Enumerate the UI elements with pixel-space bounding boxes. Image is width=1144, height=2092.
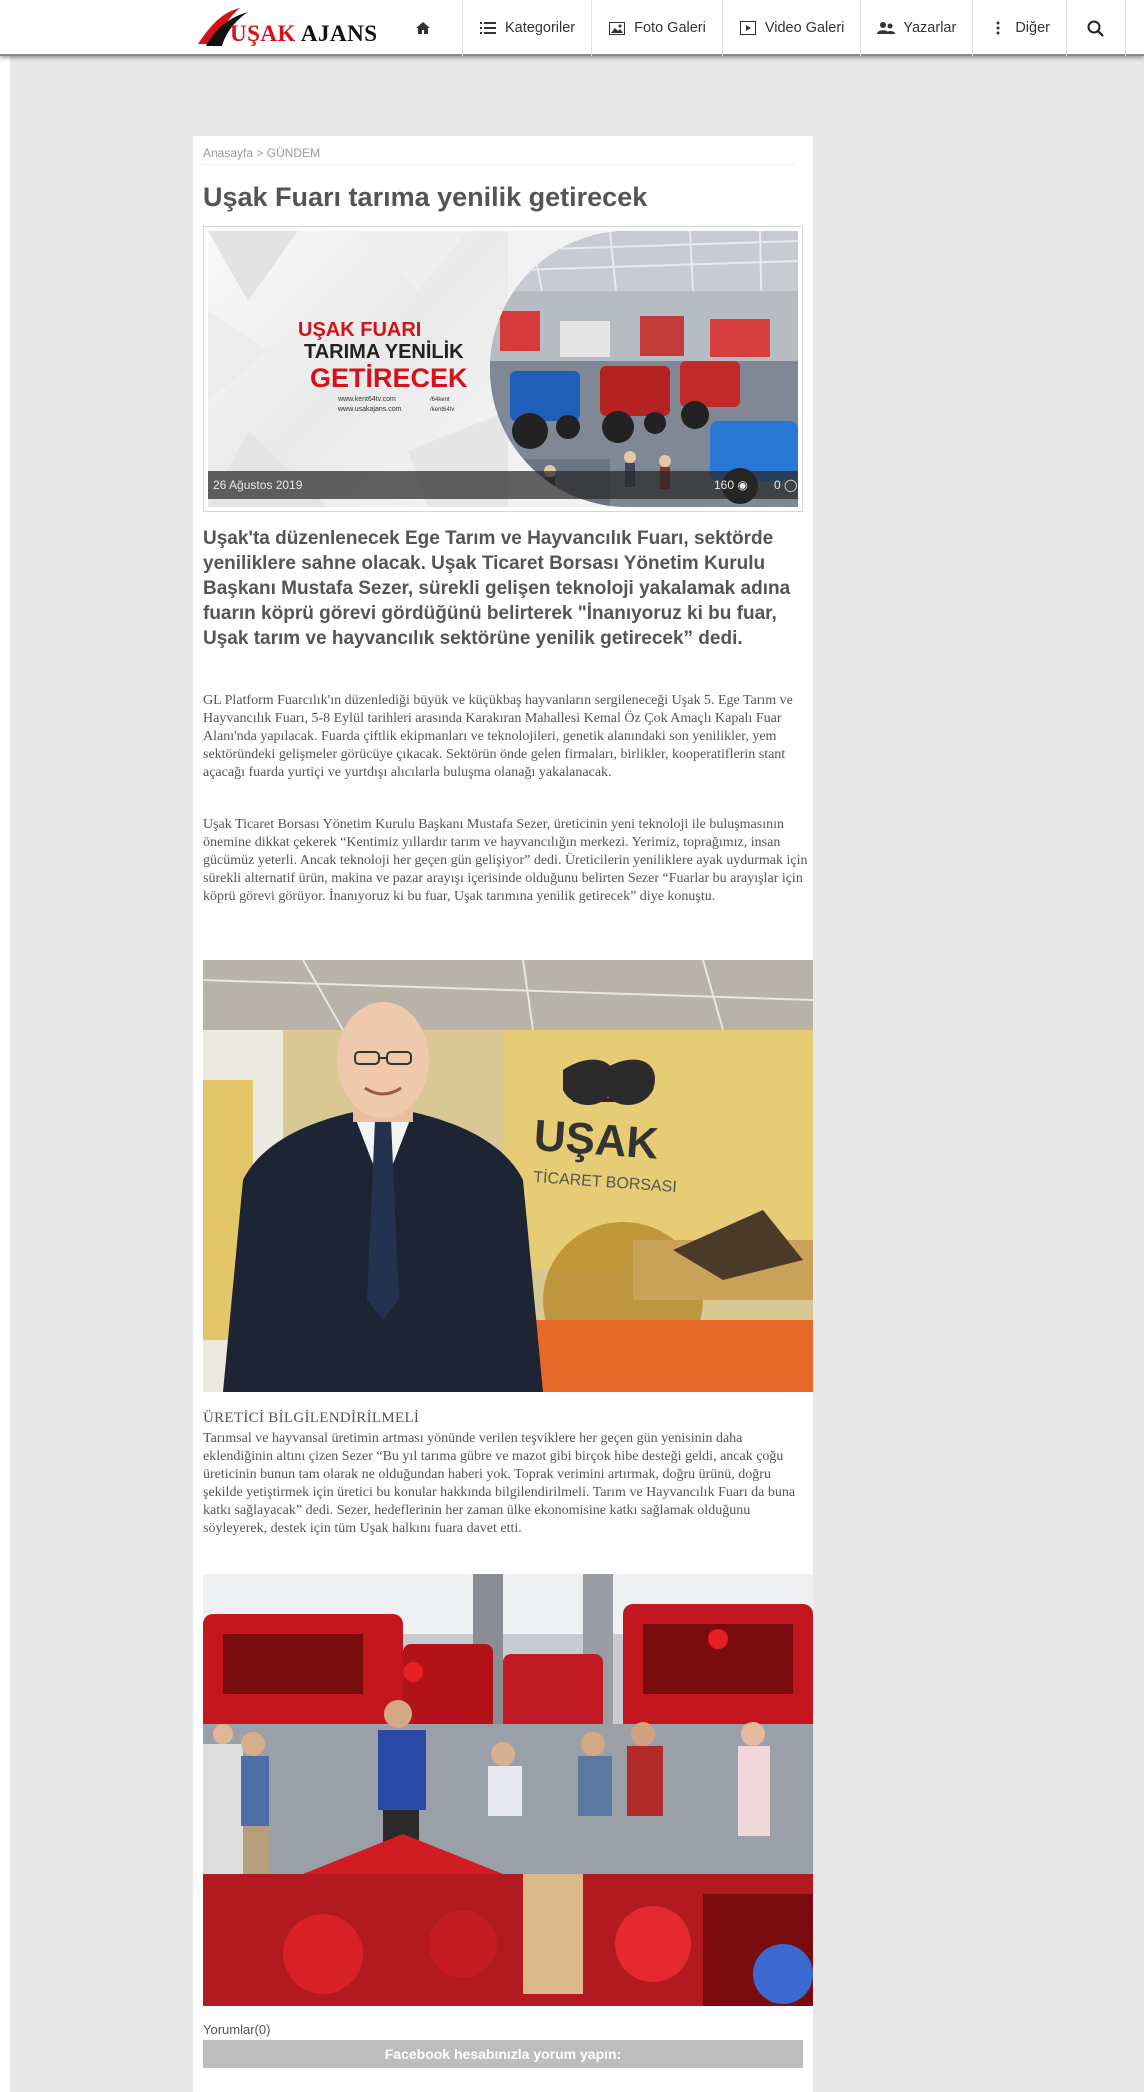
hero-title-line-3: GETİRECEK	[310, 363, 468, 393]
hero-title-line-1: UŞAK FUARI	[298, 319, 422, 341]
comments-count-label: Yorumlar(0)	[203, 2022, 271, 2037]
breadcrumb-category[interactable]: GÜNDEM	[266, 146, 321, 160]
photo-icon	[608, 19, 626, 37]
comment-count	[774, 478, 797, 492]
photo-sign-sub: TİCARET BORSASI	[532, 1169, 678, 1197]
top-navigation-bar	[0, 0, 1144, 56]
hero-fair-photo	[490, 231, 798, 507]
eye-icon: ◉	[737, 478, 748, 492]
hero-image[interactable]	[208, 231, 798, 507]
nav-foto-galeri-label: Foto Galeri	[634, 20, 706, 36]
hero-websites	[338, 395, 401, 415]
nav-video-galeri[interactable]	[723, 0, 862, 56]
logo-text	[230, 21, 378, 47]
facebook-comment-button[interactable]: Facebook hesabınızla yorum yapın:	[203, 2040, 803, 2068]
page-left-edge	[0, 0, 10, 2092]
nav-diger[interactable]	[973, 0, 1067, 56]
comment-count-value: 0	[774, 478, 781, 492]
nav-kategoriler[interactable]	[463, 0, 592, 56]
main-nav	[392, 0, 1144, 56]
breadcrumb	[203, 146, 793, 165]
nav-foto-galeri[interactable]	[592, 0, 723, 56]
breadcrumb-home[interactable]: Anasayfa	[203, 146, 254, 160]
logo-text-black: AJANS	[300, 21, 378, 46]
article-paragraph-2: Uşak Ticaret Borsası Yönetim Kurulu Başkanı Mustafa Sezer, üreticinin yeni teknoloji ile buluşmasının önemine dikkat çekerek “Kentimiz yıllardır tarım ve hayvancılığın merkezi. Yerimiz, toprağımız, insan gücümüz yeterli. Ancak teknoloji her geçen gün gelişiyor” dedi. Üreticilerin yeniliklere ayak uydurmak için sürekli alternatif ürün, makina ve pazar arayışı içerisinde olduğunu belirten Sezer “Fuarlar bu arayışlar için köprü görevi görüyor. İnanıyoruz ki bu fuar, Uşak tarımına yenilik getirecek” diye konuştu.	[203, 817, 808, 904]
article-lead: Uşak'ta düzenlenecek Ege Tarım ve Hayvancılık Fuarı, sektörde yeniliklere sahne olacak. Uşak Ticaret Borsası Yönetim Kurulu Başkanı Mustafa Sezer, sürekli gelişen teknoloji yakalamak adına fuarın köprü görevi gördüğünü belirterek "İnanıyoruz ki bu fuar, Uşak tarım ve hayvancılık sektörüne yenilik getirecek” dedi.	[203, 528, 791, 649]
view-count-value: 160	[714, 478, 735, 492]
article-photo-tractors[interactable]	[203, 1574, 813, 2006]
nav-diger-label: Diğer	[1015, 20, 1050, 36]
hero-social-2: /kent64tv	[430, 407, 455, 413]
nav-home[interactable]	[392, 0, 463, 56]
hero-site-2: www.usakajans.com	[338, 406, 402, 413]
view-count	[714, 478, 748, 492]
nav-kategoriler-label: Kategoriler	[505, 20, 576, 36]
logo-text-red: UŞAK	[230, 21, 296, 46]
video-icon	[739, 19, 757, 37]
site-logo[interactable]	[196, 6, 392, 50]
publish-date: 26 Ağustos 2019	[213, 478, 303, 492]
hero-social-1: /64kent	[430, 397, 450, 403]
nav-user[interactable]	[1126, 0, 1144, 56]
article-paragraph-3: Tarımsal ve hayvansal üretimin artması yönünde verilen teşviklere her geçen gün yenisinin daha eklendiğinin altını çizen Sezer “Bu yıl tarıma gübre ve mazot gibi birçok hibe desteği geldi, ancak çoğu üreticinin bunun tam olarak ne olduğundan haberi yok. Toprak verimini artırmak, doğru ürünü, doğru şekilde yetiştirmek için üretici bu konular hakkında bilgilendirilmeli. Tarım ve Hayvancılık Fuarı da buna katkı sağlayacak” dedi. Sezer, hedeflerinin her zaman ülke ekonomisine katkı sağlamak olduğunu söyleyerek, destek için tüm Uşak halkını fuara davet etti.	[203, 1431, 796, 1536]
home-icon	[414, 19, 432, 37]
hero-image-frame	[203, 226, 803, 512]
hero-socials	[430, 395, 454, 415]
hero-site-1: www.kent64tv.com	[338, 396, 396, 403]
nav-yazarlar-label: Yazarlar	[903, 20, 957, 36]
nav-yazarlar[interactable]	[861, 0, 973, 56]
more-icon	[989, 19, 1007, 37]
article-subheading: ÜRETİCİ BİLGİLENDİRİLMELİ	[203, 1410, 420, 1426]
search-icon	[1087, 19, 1105, 37]
hero-title-line-2: TARIMA YENİLİK	[304, 341, 464, 363]
breadcrumb-separator: >	[256, 146, 264, 160]
photo-sign-brand: UŞAK	[532, 1111, 661, 1169]
users-icon	[877, 19, 895, 37]
nav-search[interactable]	[1067, 0, 1126, 56]
article-title: Uşak Fuarı tarıma yenilik getirecek	[203, 182, 648, 212]
hero-info-bar	[208, 471, 798, 499]
article-photo-portrait[interactable]	[203, 960, 813, 1392]
comment-bubble-icon: ◯	[784, 478, 798, 492]
nav-video-galeri-label: Video Galeri	[764, 20, 845, 36]
article-card	[193, 136, 813, 2092]
list-icon	[479, 19, 497, 37]
article-paragraph-1: GL Platform Fuarcılık'ın düzenlediği büyük ve küçükbaş hayvanların sergileneceği Uşak 5. Ege Tarım ve Hayvancılık Fuarı, 5-8 Eylül tarihleri arasında Karakıran Mahallesi Kemal Öz Çok Amaçlı Kapalı Fuar Alanı'nda yapılacak. Fuarda çiftlik ekipmanları ve teknolojileri, genetik alanındaki son yenilikler, yem sektöründeki gelişmeler görücüye çıkacak. Sektörün önde gelen firmaları, birlikler, kooperatiflerin stant açacağı fuarda yurtiçi ve yurtdışı alıcılarla buluşma olanağı yakalanacak.	[203, 693, 793, 780]
